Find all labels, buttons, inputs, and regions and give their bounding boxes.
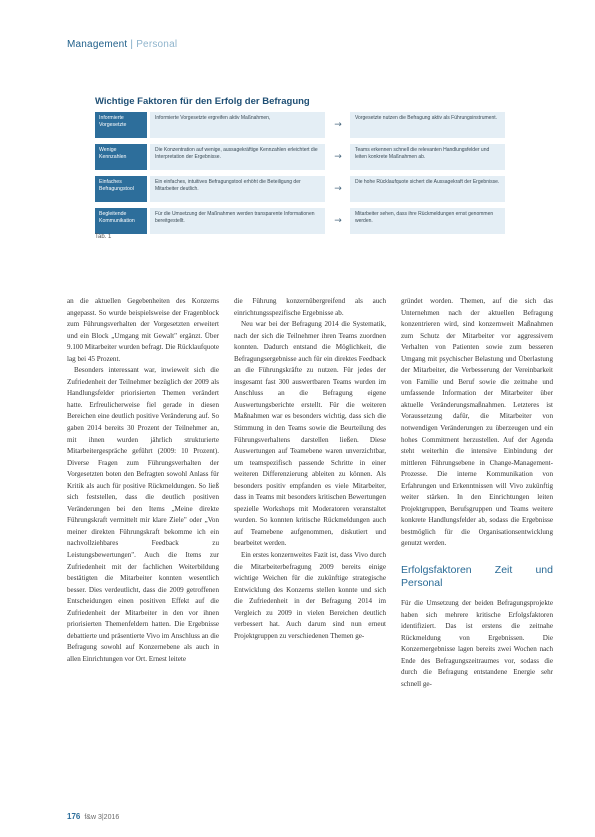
- running-head-subsection: Personal: [136, 39, 178, 50]
- figure-caption: Tab. 1: [95, 234, 112, 240]
- paragraph: Ein erstes konzernweites Fazit ist, dass Vivo durch die Mitarbeiterbefragung 2009 bereits einige wichtige Weichen für die zukünftige strategische Entwicklung des Konzerns stellen konnte und sich die Zufriedenheit in der Befragung 2014 im Vergleich zu 2009 in vielen Bereichen deutlich verbessert hat. Auch darum sind nun erneut Projektgruppen zu verschiedenen Themen ge-: [234, 551, 386, 640]
- figure-title: Wichtige Faktoren für den Erfolg der Befragung: [95, 96, 310, 107]
- factor-cause: Ein einfaches, intuitives Befragungstool erhöht die Beteiligung der Mitarbeiter deutlich.: [150, 176, 325, 202]
- arrow-right-icon: →: [334, 216, 342, 226]
- section-subheading: Erfolgsfaktoren Zeit und Personal: [401, 564, 553, 590]
- factor-row: [95, 208, 505, 234]
- factor-label: Begleitende Kommunikation: [95, 208, 147, 234]
- factor-label: Wenige Kennzahlen: [95, 144, 147, 170]
- running-head-separator: |: [130, 39, 134, 50]
- text-column-2: [234, 296, 386, 642]
- page-number: 176: [67, 812, 81, 821]
- arrow-right-icon: →: [334, 120, 342, 130]
- arrow-right-icon: →: [334, 184, 342, 194]
- factor-cause: Informierte Vorgesetzte ergreifen aktiv Maßnahmen,: [150, 112, 325, 138]
- running-head: [67, 39, 177, 50]
- paragraph: Für die Umsetzung der beiden Befragungsprojekte haben sich mehrere kritische Erfolgsfaktoren identifiziert. Das ist erstens die zeitnahe Rückmeldung von Ergebnissen. Die Konzernergebnisse lagen bereits zwei Wochen nach Ende des Befragungszeitraumes vor, sodass die durch die Befragung entstandene Energie sehr schnell ge-: [401, 599, 553, 688]
- text-column-1: [67, 296, 219, 666]
- paragraph: Neu war bei der Befragung 2014 die Systematik, nach der sich die Teilnehmer ihren Teams zuordnen konnten. Dadurch entstand die Möglichkeit, die Befragungsergebnisse auch für ein direktes Feedback an die Führungskräfte zu nutzen. Für jedes der insgesamt fast 300 auswertbaren Teams wurden im Anschluss an die Befragung eigene Auswertungsberichte erstellt. Für die weiteren Maßnahmen war es besonders wichtig, dass sich die Stimmung in den Teams sowie die Beurteilung des Führungsverhaltens darstellen ließen. Diese Auswertungen auf Teamebene waren unverzichtbar, um teamspezifisch passende Schritte in einer weiteren Differenzierung ableiten zu können. Als besonders positiv empfanden es viele Mitarbeiter, dass in Teams mit besonders kritischen Bewertungen spezielle Workshops mit Moderatoren veranstaltet wurden. So konnten kritische Rückmeldungen auch auf Teamebene aufgenommen, diskutiert und bearbeitet werden.: [234, 320, 386, 548]
- paragraph: gründet worden. Themen, auf die sich das Unternehmen nach der aktuellen Befragung konzentrieren wird, sind konzernweit Maßnahmen zum Schutz der Mitarbeiter vor aggressivem Verhalten von Patienten sowie zum besseren Umgang mit psychischer Belastung und Überlastung der Mitarbeiter, die Verbesserung der Vereinbarkeit von Familie und Beruf sowie die zeitnahe und umfassende Information der Mitarbeiter über aktuelle Veränderungsmaßnahmen. Letzteres ist Voraussetzung dafür, die Mitarbeiter von notwendigen Veränderungen zu überzeugen und ein hohes Commitment herzustellen. Auf der Agenda steht weiterhin die intensive Einbindung der mittleren Führungsebene in Change-Management-Prozesse. Die interne Kommunikation von Erfahrungen und Erkenntnissen will Vivo zukünftig weiter stärken. In den Einrichtungen leiten Projektgruppen, Berufsgruppen und Teams weitere konkrete Handlungsfelder ab, sodass die Ergebnisse bestmöglich für die Organisationsentwicklung genutzt werden.: [401, 297, 553, 548]
- factor-effect: Die hohe Rücklaufquote sichert die Aussagekraft der Ergebnisse.: [350, 176, 505, 202]
- paragraph: an die aktuellen Gegebenheiten des Konzerns angepasst. So wurde beispielsweise der Fragenblock zum Führungsverhalten der Vorgesetzten erweitert und ein Block „Umgang mit Gewalt" ergänzt. Über 9.100 Mitarbeiter wurden befragt. Die Rücklaufquote lag bei 45 Prozent.: [67, 297, 219, 363]
- factor-row: [95, 112, 505, 138]
- factor-effect: Mitarbeiter sehen, dass ihre Rückmeldungen ernst genommen werden.: [350, 208, 505, 234]
- paragraph: Besonders interessant war, inwieweit sich die Zufriedenheit der Teilnehmer bezüglich der 2009 als Handlungsfelder priorisierten Themen verändert hatte. Erfreulicherweise fiel gerade in diesen Bereichen eine deutlich positive Veränderung auf. So gaben 2014 bereits 30 Prozent der Teilnehmer an, mit ihnen wurden jährlich strukturierte Mitarbeitergespräche geführt (2009: 10 Prozent). Diverse Fragen zum Führungsverhalten der Vorgesetzten boten den Befragten sowohl Anlass für Kritik als auch für positive Rückmeldungen. So ließ sich feststellen, dass die deutlich positiven Veränderungen bei den Items „Meine direkte Führungskraft vermittelt mir klare Ziele" oder „Von meiner direkten Führungskraft bekomme ich ein nachvollziehbares Feedback zu Leistungsbewertungen". Auch die Items zur Zufriedenheit mit der fachlichen Weiterbildung bestätigten die Mitarbeiter konnten wesentlich besser. Dies verdeutlicht, dass die 2009 getroffenen Entscheidungen einen positiven Effekt auf die Zufriedenheit der Mitarbeiter in den vor ihnen priorisierten Themenfeldern hatten. Die Ergebnisse debattierte und präsentierte Vivo im Anschluss an die Befragung sowohl auf Konzernebene als auch in allen Einrichtungen vor Ort. Ernest leitete: [67, 366, 219, 663]
- factor-effect: Teams erkennen schnell die relevanten Handlungsfelder und leiten konkrete Maßnahmen ab.: [350, 144, 505, 170]
- factor-row: [95, 176, 505, 202]
- factor-cause: Für die Umsetzung der Maßnahmen werden transparente Informationen bereitgestellt.: [150, 208, 325, 234]
- factor-label: Informierte Vorgesetzte: [95, 112, 147, 138]
- magazine-issue: f&w 3|2016: [84, 814, 120, 821]
- running-head-section: Management: [67, 39, 128, 50]
- factor-cause: Die Konzentration auf wenige, aussagekräftige Kennzahlen erleichtert die Interpretation der Ergebnisse.: [150, 144, 325, 170]
- factor-row: [95, 144, 505, 170]
- paragraph: die Führung konzernübergreifend als auch einrichtungsspezifische Ergebnisse ab.: [234, 297, 386, 317]
- success-factors-figure: [95, 112, 505, 240]
- factor-effect: Vorgesetzte nutzen die Befragung aktiv als Führungsinstrument.: [350, 112, 505, 138]
- arrow-right-icon: →: [334, 152, 342, 162]
- factor-label: Einfaches Befragungstool: [95, 176, 147, 202]
- page-footer: [67, 812, 119, 821]
- text-column-3: [401, 296, 553, 690]
